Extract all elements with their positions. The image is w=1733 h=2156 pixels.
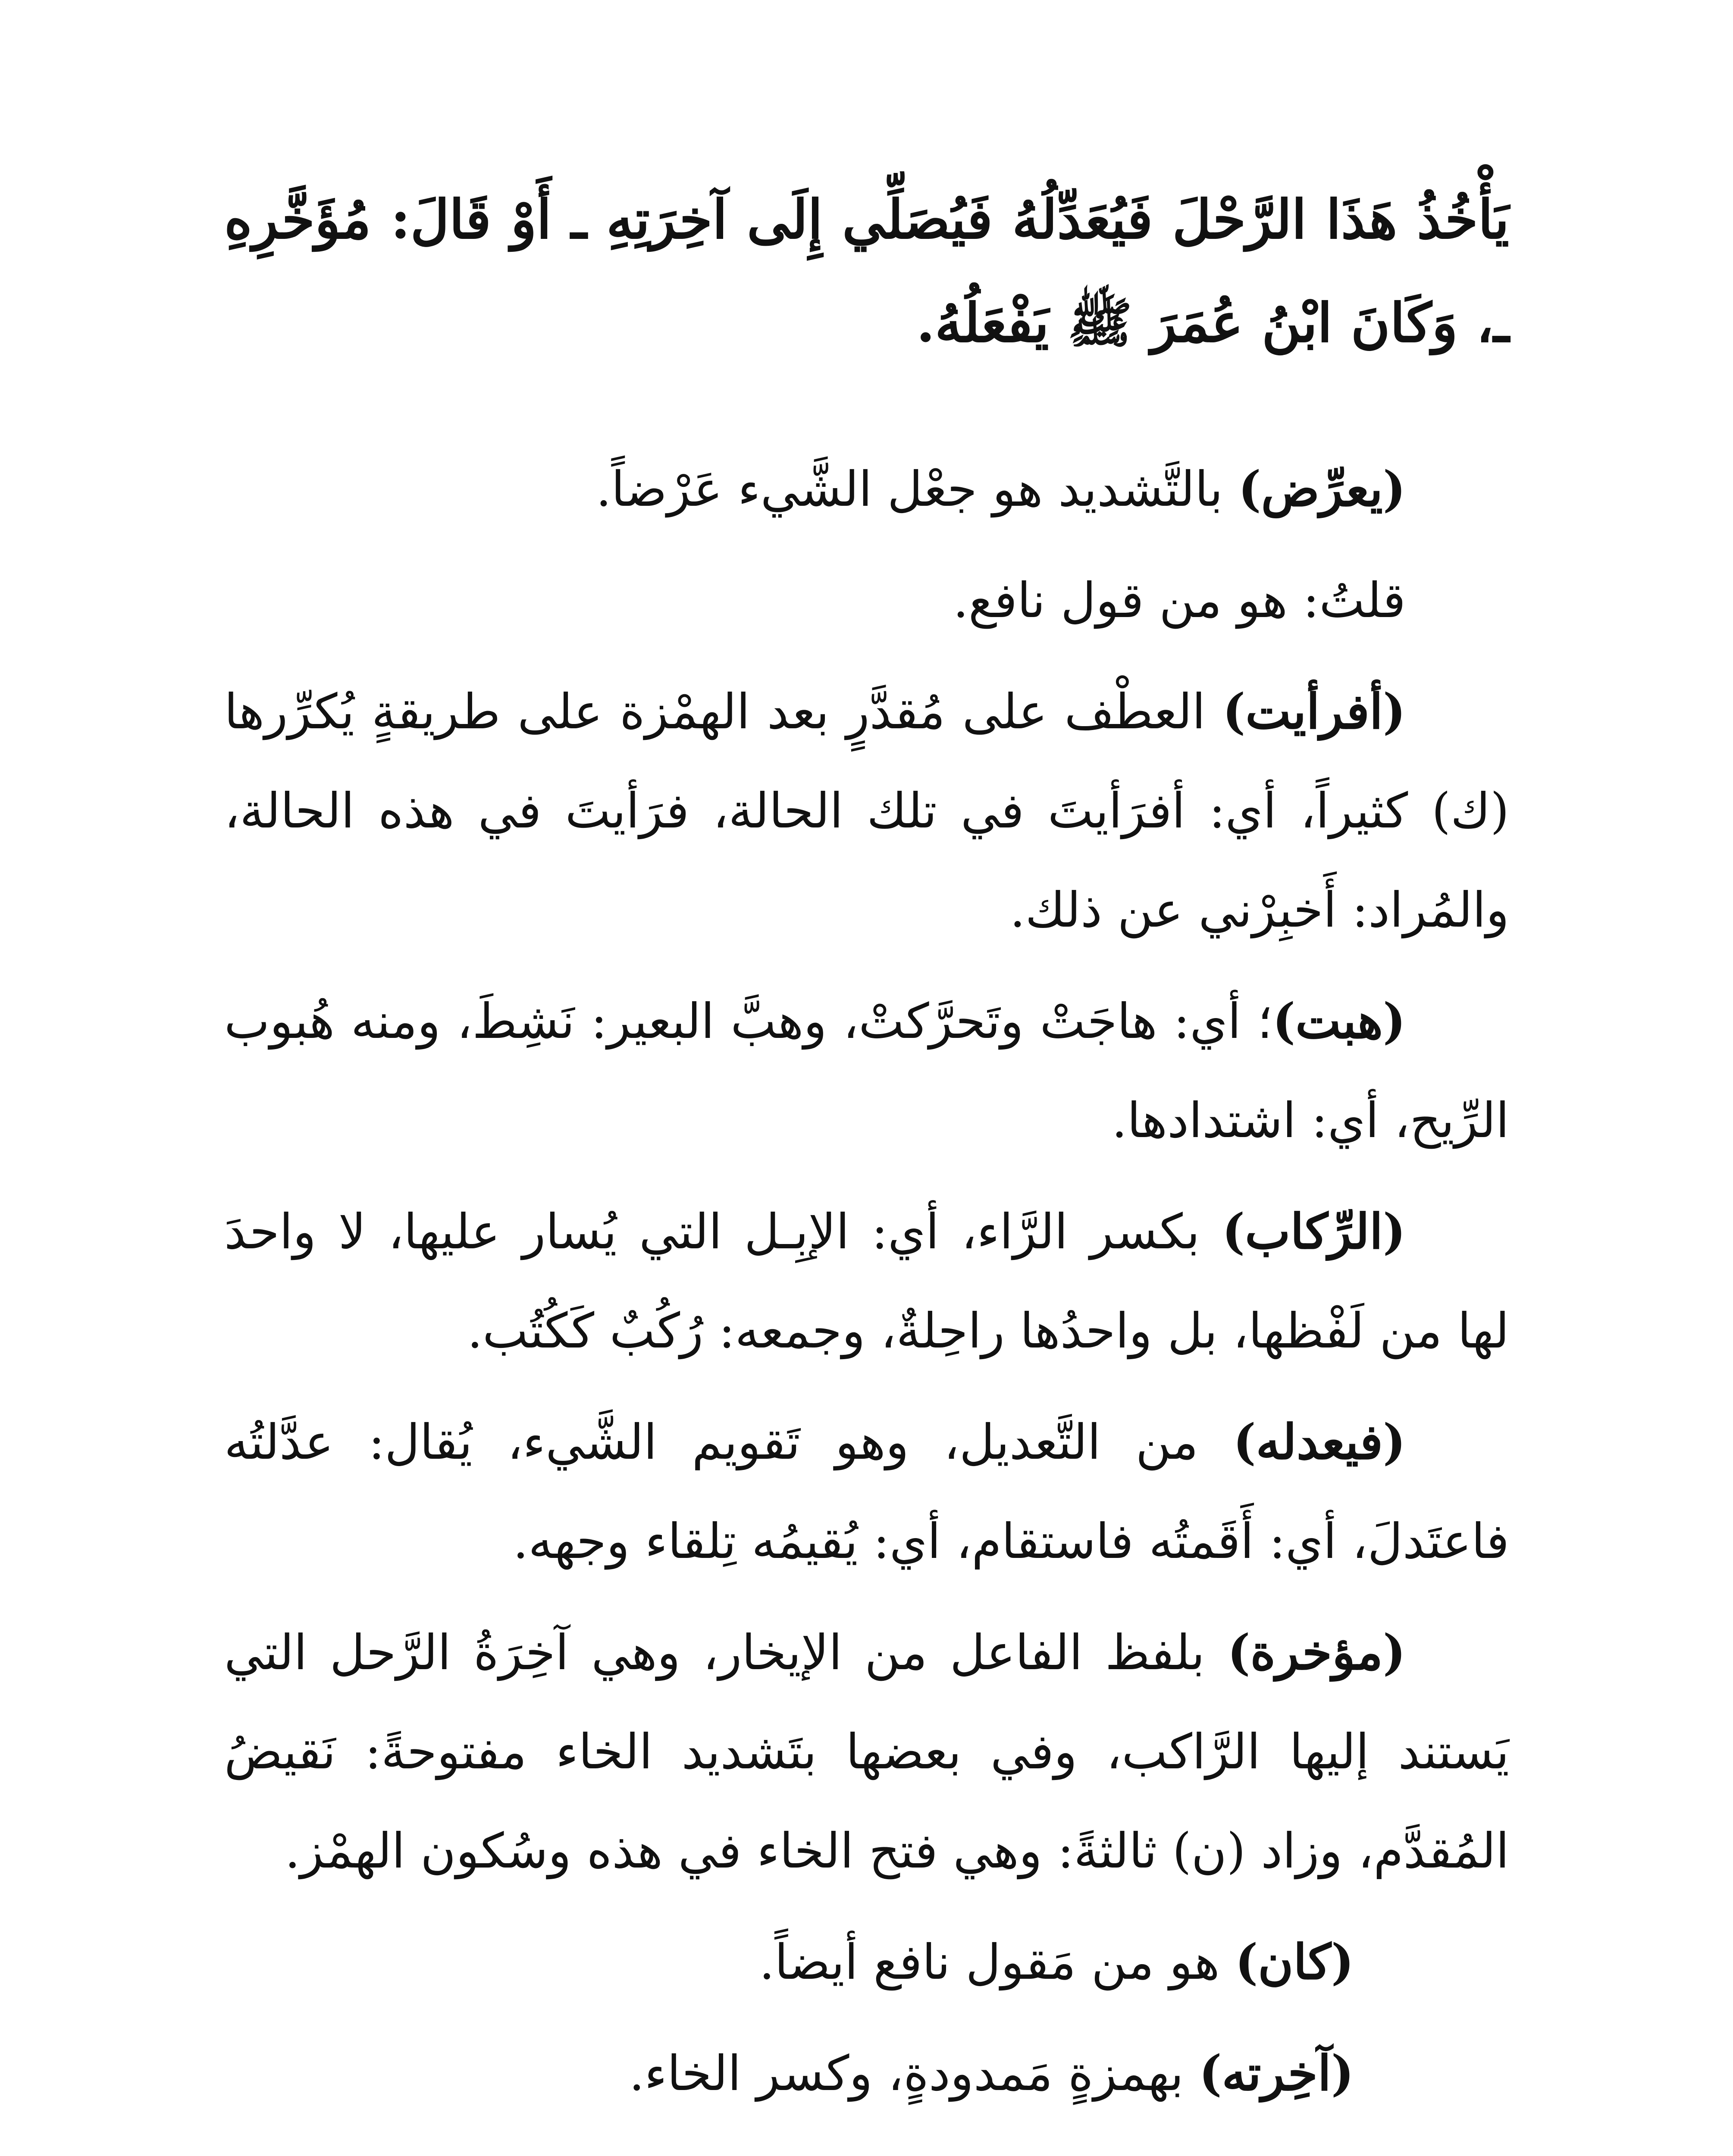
paragraph-kana	[224, 1913, 1509, 2012]
paragraph-text: ؛ أي: هاجَتْ وتَحرَّكتْ، وهبَّ البعير: نَشِطَ، ومنه هُبوب الرِّيح، أي: اشتدادها.	[224, 993, 1509, 1149]
paragraph-text: بلفظ الفاعل من الإيخار، وهي آخِرَةُ الرَّحل التي يَستند إليها الرَّاكب، وفي بعضها بتَشديد الخاء مفتوحةً: نَقيضُ المُقدَّم، وزاد (ن) ثالثةً: وهي فتح الخاء في هذه وسُكون الهمْز.	[224, 1625, 1509, 1879]
paragraph-text: بهمزةٍ مَمدودةٍ، وكسر الخاء.	[629, 2046, 1199, 2102]
paragraph-muakhkhira	[224, 1603, 1509, 1901]
paragraph-akhiratihi	[224, 2024, 1509, 2123]
term-label: (الرِّكاب)	[1222, 1203, 1406, 1260]
paragraph-text: قلتُ: هو من قول نافع.	[953, 573, 1406, 629]
hadith-paragraph: يَأْخُذُ هَذَا الرَّحْلَ فَيُعَدِّلُهُ فَيُصَلِّي إِلَى آخِرَتِهِ ـ أَوْ قَالَ: مُؤَخَّرِهِ ـ، وَكَانَ ابْنُ عُمَرَ ﷺ يَفْعَلُهُ.	[224, 188, 1509, 354]
term-label: (مؤخرة)	[1227, 1624, 1406, 1681]
term-label: (كان)	[1235, 1934, 1354, 1990]
term-label: (فيعدله)	[1233, 1414, 1406, 1470]
paragraph-text: من التَّعديل، وهو تَقويم الشَّيء، يُقال: عدَّلتُه فاعتَدلَ، أي: أَقَمتُه فاستقام، أي: يُقيمُه تِلقاء وجهه.	[224, 1414, 1509, 1570]
paragraph-fayuaddiluh	[224, 1393, 1509, 1591]
paragraph-text: هو من مَقول نافع أيضاً.	[759, 1934, 1235, 1990]
paragraph-yuarrid	[224, 440, 1509, 539]
commentary	[224, 440, 1509, 2135]
paragraph-text: العطْف على مُقدَّرٍ بعد الهمْزة على طريقةٍ يُكرِّرها (ك) كثيراً، أي: أفرَأيتَ في تلك الحالة، فرَأيتَ في هذه الحالة، والمُراد: أَخبِرْني عن ذلك.	[224, 684, 1510, 938]
paragraph-alrikab	[224, 1182, 1509, 1381]
paragraph-habbat	[224, 972, 1509, 1170]
term-label: (يعرِّض)	[1238, 461, 1406, 517]
term-label: (آخِرته)	[1199, 2045, 1354, 2102]
paragraph-qultu	[224, 551, 1509, 650]
paragraph-text: بالتَّشديد هو جعْل الشَّيء عَرْضاً.	[596, 461, 1238, 517]
paragraph-afaraayta	[224, 662, 1509, 960]
term-label: (أفرأيت)	[1222, 683, 1406, 740]
paragraph-text: بكسر الرَّاء، أي: الإبِـل التي يُسار عليها، لا واحدَ لها من لَفْظها، بل واحدُها راحِلةٌ، وجمعه: رُكُبٌ كَكُتُب.	[224, 1204, 1509, 1359]
term-label: (هبت)	[1272, 993, 1406, 1050]
hadith-text	[224, 168, 1509, 375]
